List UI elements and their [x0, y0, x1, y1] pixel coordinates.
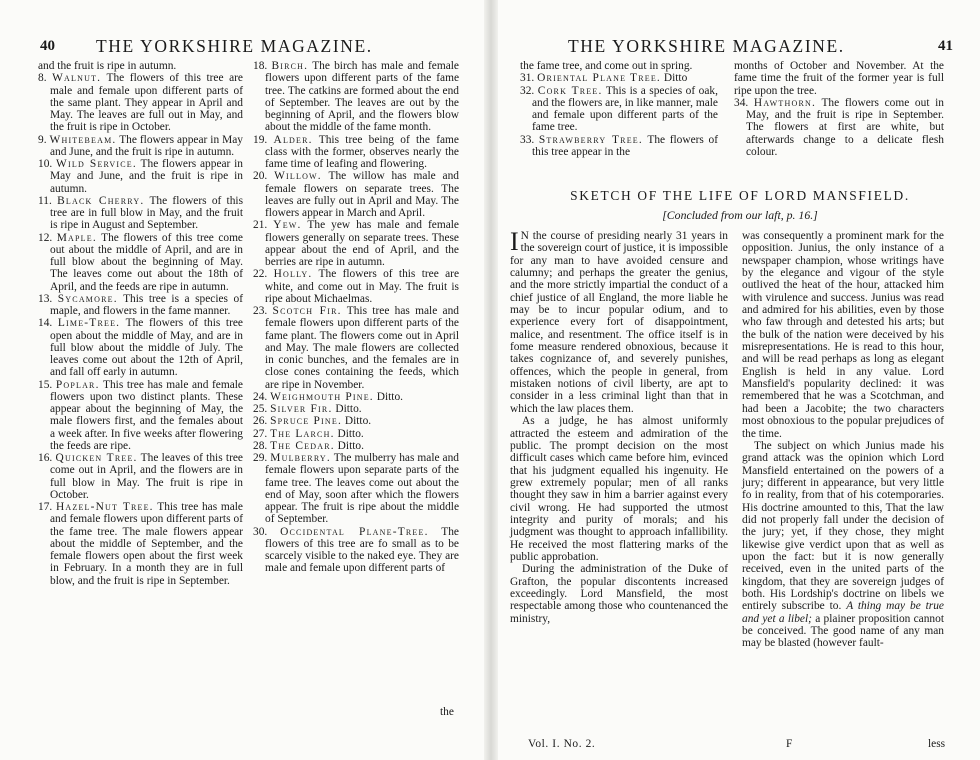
- tree-entry: [253, 403, 459, 415]
- entry-number: 30.: [253, 525, 268, 538]
- entry-text: Ditto: [663, 72, 688, 85]
- tree-entry: [253, 170, 459, 219]
- entry-number: 19.: [253, 133, 268, 146]
- entry-text: This tree is a species of maple, and flowers in the fame manner.: [50, 292, 243, 317]
- entry-tree-name: Strawberry Tree.: [538, 133, 643, 146]
- entry-text: This is a species of oak, and the flowers are, in like manner, male and female upon different parts of the fame tree.: [532, 84, 718, 134]
- entry-tree-name: Whitebeam.: [49, 133, 117, 146]
- tree-entry: [38, 379, 243, 453]
- entry-tree-name: Quicken Tree.: [55, 452, 138, 464]
- entry-tree-name: The Larch.: [270, 427, 335, 440]
- right-running-title: THE YORKSHIRE MAGAZINE.: [568, 36, 845, 56]
- entry-tree-name: Oriental Plane Tree.: [537, 72, 661, 85]
- entry-tree-name: Lime-Tree.: [57, 317, 121, 330]
- tree-entry: [38, 134, 243, 159]
- entry-text: This tree being of the fame class with the former, observes nearly the fame time of leafing and flowering.: [265, 133, 459, 170]
- signature-mark: F: [786, 738, 793, 750]
- tree-entry: [253, 219, 459, 268]
- article-paragraph: [510, 227, 728, 415]
- entry-tree-name: Walnut.: [52, 72, 102, 85]
- tree-entry: [253, 415, 459, 427]
- tree-entry: [253, 305, 459, 391]
- left-column-2: [253, 60, 459, 575]
- entry-number: 25.: [253, 403, 268, 415]
- tree-entry: [520, 60, 718, 72]
- entry-text: Ditto.: [335, 403, 362, 415]
- tree-entry: [38, 158, 243, 195]
- right-catchword: less: [928, 738, 946, 750]
- entry-tree-name: Occidental Plane-Tree.: [280, 525, 429, 538]
- article-paragraph-text: N the course of presiding nearly 31 years in the sovereign court of justice, it is impossible for any man to have avoided censure and calumny; and perhaps the greater the genius, and the more strictly impartial the conduct of a chief justice of all England, the more liable he may be to incur popular odium, and to experience every fort of disappointment, malice, and resentment. The office itself is in fome measure rendered obnoxious, because it takes cognizance of, and severely punishes, offences, which the people in general, from mistaken notions of civil liberty, are apt to consider in a less criminal light than that in which the law places them.: [510, 230, 728, 415]
- entry-text: The flowers appear in May and June, and the fruit is ripe in autumn.: [50, 133, 243, 158]
- entry-number: 13.: [38, 292, 53, 305]
- article-paragraph: was consequently a prominent mark for the opposition. Junius, the only instance of a newspaper champion, whose writings have by the elegance and vigour of the style outlived the heat of the hour, attacked him with virulence and success. Junius was read and admired for his abilities, even by those who faw through and detested his arts; but the bulk of the nation were deceived by his misrepresentations. He is read to this hour, and will be read perhaps as long as elegant English is held in any value. Lord Mansfield's popularity declined: it was remembered that he was a Scotchman, and had been a Jacobite; the two characters most obnoxious to the popular prejudices of the time.: [742, 230, 944, 440]
- entry-tree-name: Maple.: [56, 231, 97, 244]
- article-subtitle: [Concluded from our laft, p. 16.]: [662, 208, 818, 222]
- tree-entry: [253, 440, 459, 452]
- entry-number: 29.: [253, 452, 268, 464]
- right-column-2: [734, 60, 944, 158]
- tree-entry: [253, 60, 459, 134]
- entry-text: and the fruit is ripe in autumn.: [38, 60, 177, 72]
- entry-text: The flowers of this tree are fo small as to be scarcely visible to the naked eye. They are male and female upon different parts of: [265, 525, 459, 575]
- drop-cap: I: [510, 227, 519, 256]
- entry-text: This tree has male and female flowers upon different parts of the fame plant. The flowers come out in April and May. The male flowers are collected in conic bunches, and the females are in close cones containing the feeds, which are ripe in November.: [265, 305, 459, 391]
- entry-number: 9.: [38, 133, 47, 146]
- article-title: SKETCH OF THE LIFE OF LORD MANSFIELD.: [570, 188, 910, 203]
- entry-number: 20.: [253, 170, 268, 183]
- right-page-number: 41: [938, 38, 953, 54]
- entry-text: The flowers of this tree are white, and come out in May. The fruit is ripe about Michaelmas.: [265, 268, 459, 305]
- tree-entry: [734, 60, 944, 97]
- entry-text: This tree has male and female flowers upon two distinct plants. These appear about the beginning of May, the male flowers first, and the females about a week after. In five weeks after flowering the feeds are ripe.: [50, 378, 243, 452]
- entry-text: Ditto.: [337, 439, 364, 452]
- entry-number: 31.: [520, 72, 535, 85]
- entry-text: The willow has male and female flowers on separate trees. The leaves are fully out in April and May. The flowers appear in March and April.: [265, 170, 459, 219]
- entry-tree-name: The Cedar.: [270, 439, 335, 452]
- entry-number: 23.: [253, 305, 268, 317]
- left-page: [0, 0, 484, 760]
- article-paragraph: During the administration of the Duke of Grafton, the popular discontents increased exceedingly. Lord Mansfield, the most respectable among those who countenanced the ministry,: [510, 563, 728, 625]
- left-running-title: THE YORKSHIRE MAGAZINE.: [96, 36, 373, 56]
- tree-entry: [38, 195, 243, 232]
- article-column-2: [742, 230, 944, 650]
- tree-entry: [520, 72, 718, 84]
- tree-entry: [253, 452, 459, 526]
- entry-tree-name: Black Cherry.: [57, 194, 145, 207]
- entry-number: 8.: [38, 72, 47, 85]
- article-paragraph: [742, 440, 944, 650]
- entry-number: 14.: [38, 317, 53, 330]
- entry-number: 10.: [38, 158, 53, 170]
- entry-text: The birch has male and female flowers upon different parts of the fame tree. The catkins are formed about the end of September. The leaves are out by the beginning of April, and the flowers blow about the middle of the fame month.: [265, 60, 459, 134]
- tree-entry: [38, 293, 243, 318]
- tree-entry: [38, 232, 243, 293]
- tree-entry: [253, 428, 459, 440]
- entry-tree-name: Alder.: [273, 133, 313, 146]
- tree-entry: [38, 72, 243, 133]
- entry-text: months of October and November. At the fame time the fruit of the former year is full ripe upon the tree.: [734, 60, 944, 97]
- entry-text: the fame tree, and come out in spring.: [520, 60, 693, 72]
- entry-tree-name: Weighmouth Pine.: [270, 390, 374, 403]
- volume-number: Vol. I. No. 2.: [528, 738, 596, 750]
- entry-number: 33.: [520, 133, 535, 146]
- tree-entry: [38, 501, 243, 587]
- entry-tree-name: Willow.: [274, 170, 322, 183]
- entry-number: 27.: [253, 427, 268, 440]
- entry-number: 16.: [38, 452, 53, 464]
- right-column-1: [520, 60, 718, 158]
- entry-tree-name: Holly.: [273, 268, 313, 281]
- entry-number: 28.: [253, 439, 268, 452]
- article-italic-quote: A thing may be true and yet a libel;: [742, 600, 944, 625]
- entry-tree-name: Cork Tree.: [537, 84, 603, 97]
- entry-number: 22.: [253, 268, 268, 281]
- entry-text: The flowers of this tree are in full blow in May, and the fruit is ripe in August and September.: [50, 194, 243, 232]
- book-gutter: [484, 0, 498, 760]
- entry-text: The leaves of this tree come out in April, and the flowers are in full blow in May. The fruit is ripe in October.: [50, 452, 243, 501]
- entry-text: The mulberry has male and female flowers upon separate parts of the fame tree. The leaves come out about the end of May, soon after which the flowers appear. The fruit is ripe about the middle of September.: [265, 452, 459, 526]
- tree-entry: [253, 268, 459, 305]
- tree-entry: [38, 60, 243, 72]
- entry-text: Ditto.: [337, 427, 364, 440]
- right-page: [498, 0, 980, 760]
- entry-number: 17.: [38, 501, 53, 513]
- entry-tree-name: Poplar.: [55, 378, 100, 391]
- entry-tree-name: Scotch Fir.: [272, 305, 342, 317]
- entry-tree-name: Silver Fir.: [270, 403, 333, 415]
- entry-text: This tree has male and female flowers upon different parts of the fame tree. The male flowers appear about the middle of September, and the female flowers open about the first week in February. In a month they are in full blow, and the fruit is ripe in September.: [50, 501, 243, 587]
- entry-number: 21.: [253, 219, 268, 232]
- entry-tree-name: Yew.: [273, 219, 302, 232]
- article-paragraph-text: a plainer proposition cannot be conceived. The good name of any man may be blasted (however fault-: [742, 612, 944, 650]
- entry-text: The yew has male and female flowers generally on separate trees. These appear about the end of April, and the berries are ripe in autumn.: [265, 219, 459, 268]
- tree-entry: [520, 134, 718, 159]
- left-page-number: 40: [40, 38, 55, 54]
- tree-entry: [253, 391, 459, 403]
- entry-text: The flowers of this tree are male and female upon different parts of the same plant. They appear in April and May. The leaves are full out in May, and the fruit is ripe in October.: [50, 72, 243, 134]
- tree-entry: [734, 97, 944, 158]
- entry-text: The flowers of this tree open about the middle of May, and are in full blow about the middle of July. The leaves come out about the 12th of April, and fall off early in autumn.: [50, 317, 243, 379]
- entry-number: 11.: [38, 194, 52, 207]
- tree-entry: [38, 452, 243, 501]
- entry-number: 34.: [734, 96, 749, 109]
- entry-number: 32.: [520, 84, 535, 97]
- entry-number: 12.: [38, 231, 53, 244]
- tree-entry: [253, 526, 459, 575]
- right-running-head: [498, 36, 980, 58]
- entry-number: 24.: [253, 390, 268, 403]
- entry-text: The flowers of this tree come out about the middle of April, and are in full blow about the beginning of May. The leaves come out about the 18th of April, and the feeds are ripe in autumn.: [50, 231, 243, 293]
- entry-tree-name: Mulberry.: [270, 452, 331, 464]
- tree-entry: [38, 317, 243, 378]
- entry-text: Ditto.: [344, 415, 372, 428]
- entry-text: Ditto.: [376, 390, 403, 403]
- left-column-1: [38, 60, 243, 587]
- entry-text: The flowers of this tree appear in the: [532, 133, 718, 158]
- left-running-head: [0, 36, 484, 58]
- article-paragraph-text: The subject on which Junius made his grand attack was the opinion which Lord Mansfield entertained on the powers of a jury; different in appearance, but very little fo in reality, from that of his cotemporaries. His doctrine amounted to this, That the law did not properly fall under the decision of the jury; yet, if they chose, they might likewise give verdict upon that as well as upon the fact: but it is now generally received, even in the united parts of the kingdom, that they are sovereign judges of both. His Lordship's doctrine on libels we entirely subscribe to.: [742, 439, 944, 613]
- article-paragraph: As a judge, he has almost uniformly attracted the esteem and admiration of the public. The prompt decision on the most difficult cases which came before him, evinced that his judgment equalled his ingenuity. He grew extremely popular; men of all ranks thought they saw in him a barrier against every civil wrong. He had supported the utmost integrity and purity of morals; and his judgment was thought to approach infallibility. He received the most flattering marks of the public approbation.: [510, 415, 728, 563]
- entry-tree-name: Wild Service.: [56, 158, 137, 170]
- entry-number: 26.: [253, 415, 268, 428]
- entry-tree-name: Hawthorn.: [753, 96, 817, 109]
- entry-tree-name: Hazel-Nut Tree.: [55, 501, 154, 513]
- tree-entry: [520, 85, 718, 134]
- page-footer: [528, 738, 946, 752]
- entry-number: 18.: [253, 60, 268, 72]
- left-catchword: the: [440, 706, 454, 718]
- entry-tree-name: Sycamore.: [57, 292, 118, 305]
- entry-text: The flowers appear in May and June, and the fruit is ripe in autumn.: [50, 158, 243, 195]
- entry-number: 15.: [38, 378, 53, 391]
- entry-tree-name: Birch.: [271, 60, 309, 72]
- article-column-1: [510, 227, 728, 625]
- tree-entry: [253, 134, 459, 171]
- entry-tree-name: Spruce Pine.: [270, 415, 342, 428]
- entry-text: The flowers come out in May, and the fruit is ripe in September. The flowers at first are white, but afterwards change to a delicate flesh colour.: [746, 96, 944, 158]
